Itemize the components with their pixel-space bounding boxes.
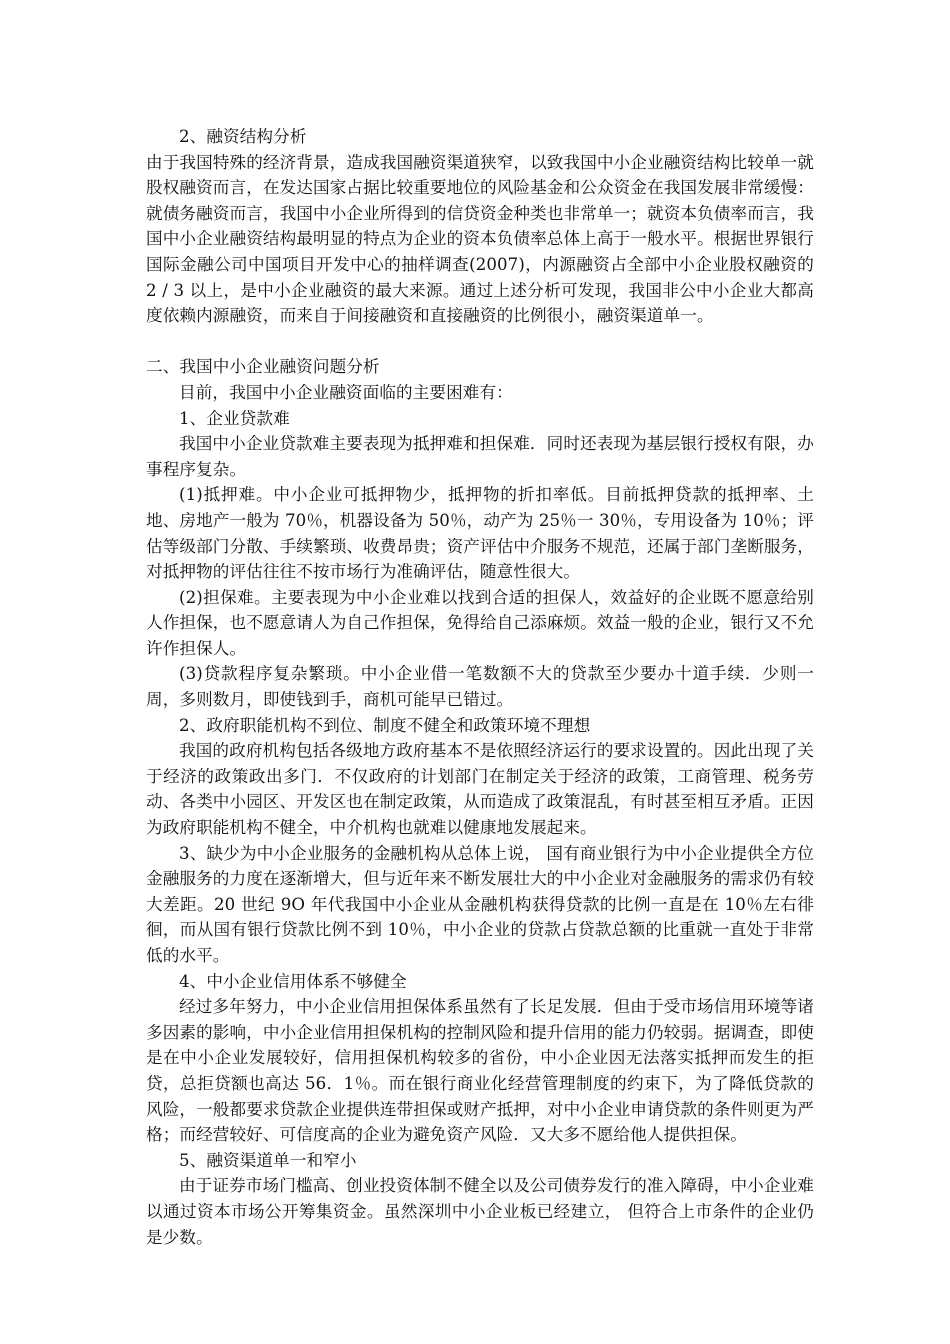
- subsection-5-heading: 5、融资渠道单一和窄小: [179, 1150, 357, 1170]
- subsection-5-paragraph: 由于证券市场门槛高、创业投资体制不健全以及公司债券发行的准入障碍，中小企业难以通过资本市场公开筹集资金。虽然深圳中小企业板已经建立， 但符合上市条件的企业仍是少数。: [146, 1176, 814, 1247]
- subsection-1-item-3: (3)贷款程序复杂繁琐。中小企业借一笔数额不大的贷款至少要办十道手续．少则一周，多则数月，即使钱到手，商机可能早已错过。: [146, 664, 814, 710]
- section-1-3-paragraph: 由于我国特殊的经济背景，造成我国融资渠道狭窄，以致我国中小企业融资结构比较单一就股权融资而言，在发达国家占据比较重要地位的风险基金和公众资金在我国发展非常缓慢：就债务融资而言，我国中小企业所得到的信贷资金种类也非常单一；就资本负债率而言，我国中小企业融资结构最明显的特点为企业的资本负债率总体上高于一般水平。根据世界银行国际金融公司中国项目开发中心的抽样调查(2007)，内源融资占全部中小企业股权融资的 2 / 3 以上，是中小企业融资的最大来源。通过上述分析可发现，我国非公中小企业大都高度依赖内源融资，而来自于间接融资和直接融资的比例很小，融资渠道单一。: [146, 152, 814, 326]
- section-2-heading: 二、我国中小企业融资问题分析: [146, 357, 380, 377]
- subsection-1-item-1: (1)抵押难。中小企业可抵押物少，抵押物的折扣率低。目前抵押贷款的抵押率、土地、房地产一般为 70％，机器设备为 50％，动产为 25％一 30％，专用设备为 10％；评估等级部门分散、手续繁琐、收费昂贵；资产评估中介服务不规范，还属于部门垄断服务，对抵押物的评估往往不按市场行为准确评估，随意性很大。: [146, 485, 814, 582]
- paragraph-spacer: [146, 329, 814, 355]
- subsection-1-item-2: (2)担保难。主要表现为中小企业难以找到合适的担保人，效益好的企业既不愿意给别人作担保，也不愿意请人为自己作担保，免得给自己添麻烦。效益一般的企业，银行又不允许作担保人。: [146, 587, 814, 658]
- subsection-2-heading: 2、政府职能机构不到位、制度不健全和政策环境不理想: [179, 715, 591, 735]
- subsection-1-heading: 1、企业贷款难: [179, 408, 290, 428]
- subsection-2-paragraph: 我国的政府机构包括各级地方政府基本不是依照经济运行的要求设置的。因此出现了关于经济的政策政出多门．不仅政府的计划部门在制定关于经济的政策，工商管理、税务劳动、各类中小园区、开发区也在制定政策，从而造成了政策混乱，有时甚至相互矛盾。正因为政府职能机构不健全，中介机构也就难以健康地发展起来。: [146, 741, 814, 838]
- subsection-3-paragraph: 3、缺少为中小企业服务的金融机构从总体上说， 国有商业银行为中小企业提供全方位金融服务的力度在逐渐增大，但与近年来不断发展壮大的中小企业对金融服务的需求仍有较大差距。20 世纪 9O 年代我国中小企业从金融机构获得贷款的比例一直是在 10％左右徘徊，而从国有银行贷款比例不到 10％，中小企业的贷款占贷款总额的比重就一直处于非常低的水平。: [146, 843, 814, 965]
- subsection-4-heading: 4、中小企业信用体系不够健全: [179, 971, 407, 991]
- subsection-4-paragraph: 经过多年努力，中小企业信用担保体系虽然有了长足发展．但由于受市场信用环境等诸多因素的影响，中小企业信用担保机构的控制风险和提升信用的能力仍较弱。据调查，即使是在中小企业发展较好，信用担保机构较多的省份，中小企业因无法落实抵押而发生的拒贷，总拒贷额也高达 56．1％。而在银行商业化经营管理制度的约束下，为了降低贷款的风险，一般都要求贷款企业提供连带担保或财产抵押，对中小企业申请贷款的条件则更为严格；而经营较好、可信度高的企业为避免资产风险．又大多不愿给他人提供担保。: [146, 997, 814, 1145]
- subsection-1-paragraph: 我国中小企业贷款难主要表现为抵押难和担保难．同时还表现为基层银行授权有限，办事程序复杂。: [146, 434, 814, 479]
- document-body: [146, 124, 814, 1250]
- section-1-3-heading: 2、融资结构分析: [179, 127, 307, 146]
- section-2-intro: 目前，我国中小企业融资面临的主要困难有：: [179, 382, 513, 402]
